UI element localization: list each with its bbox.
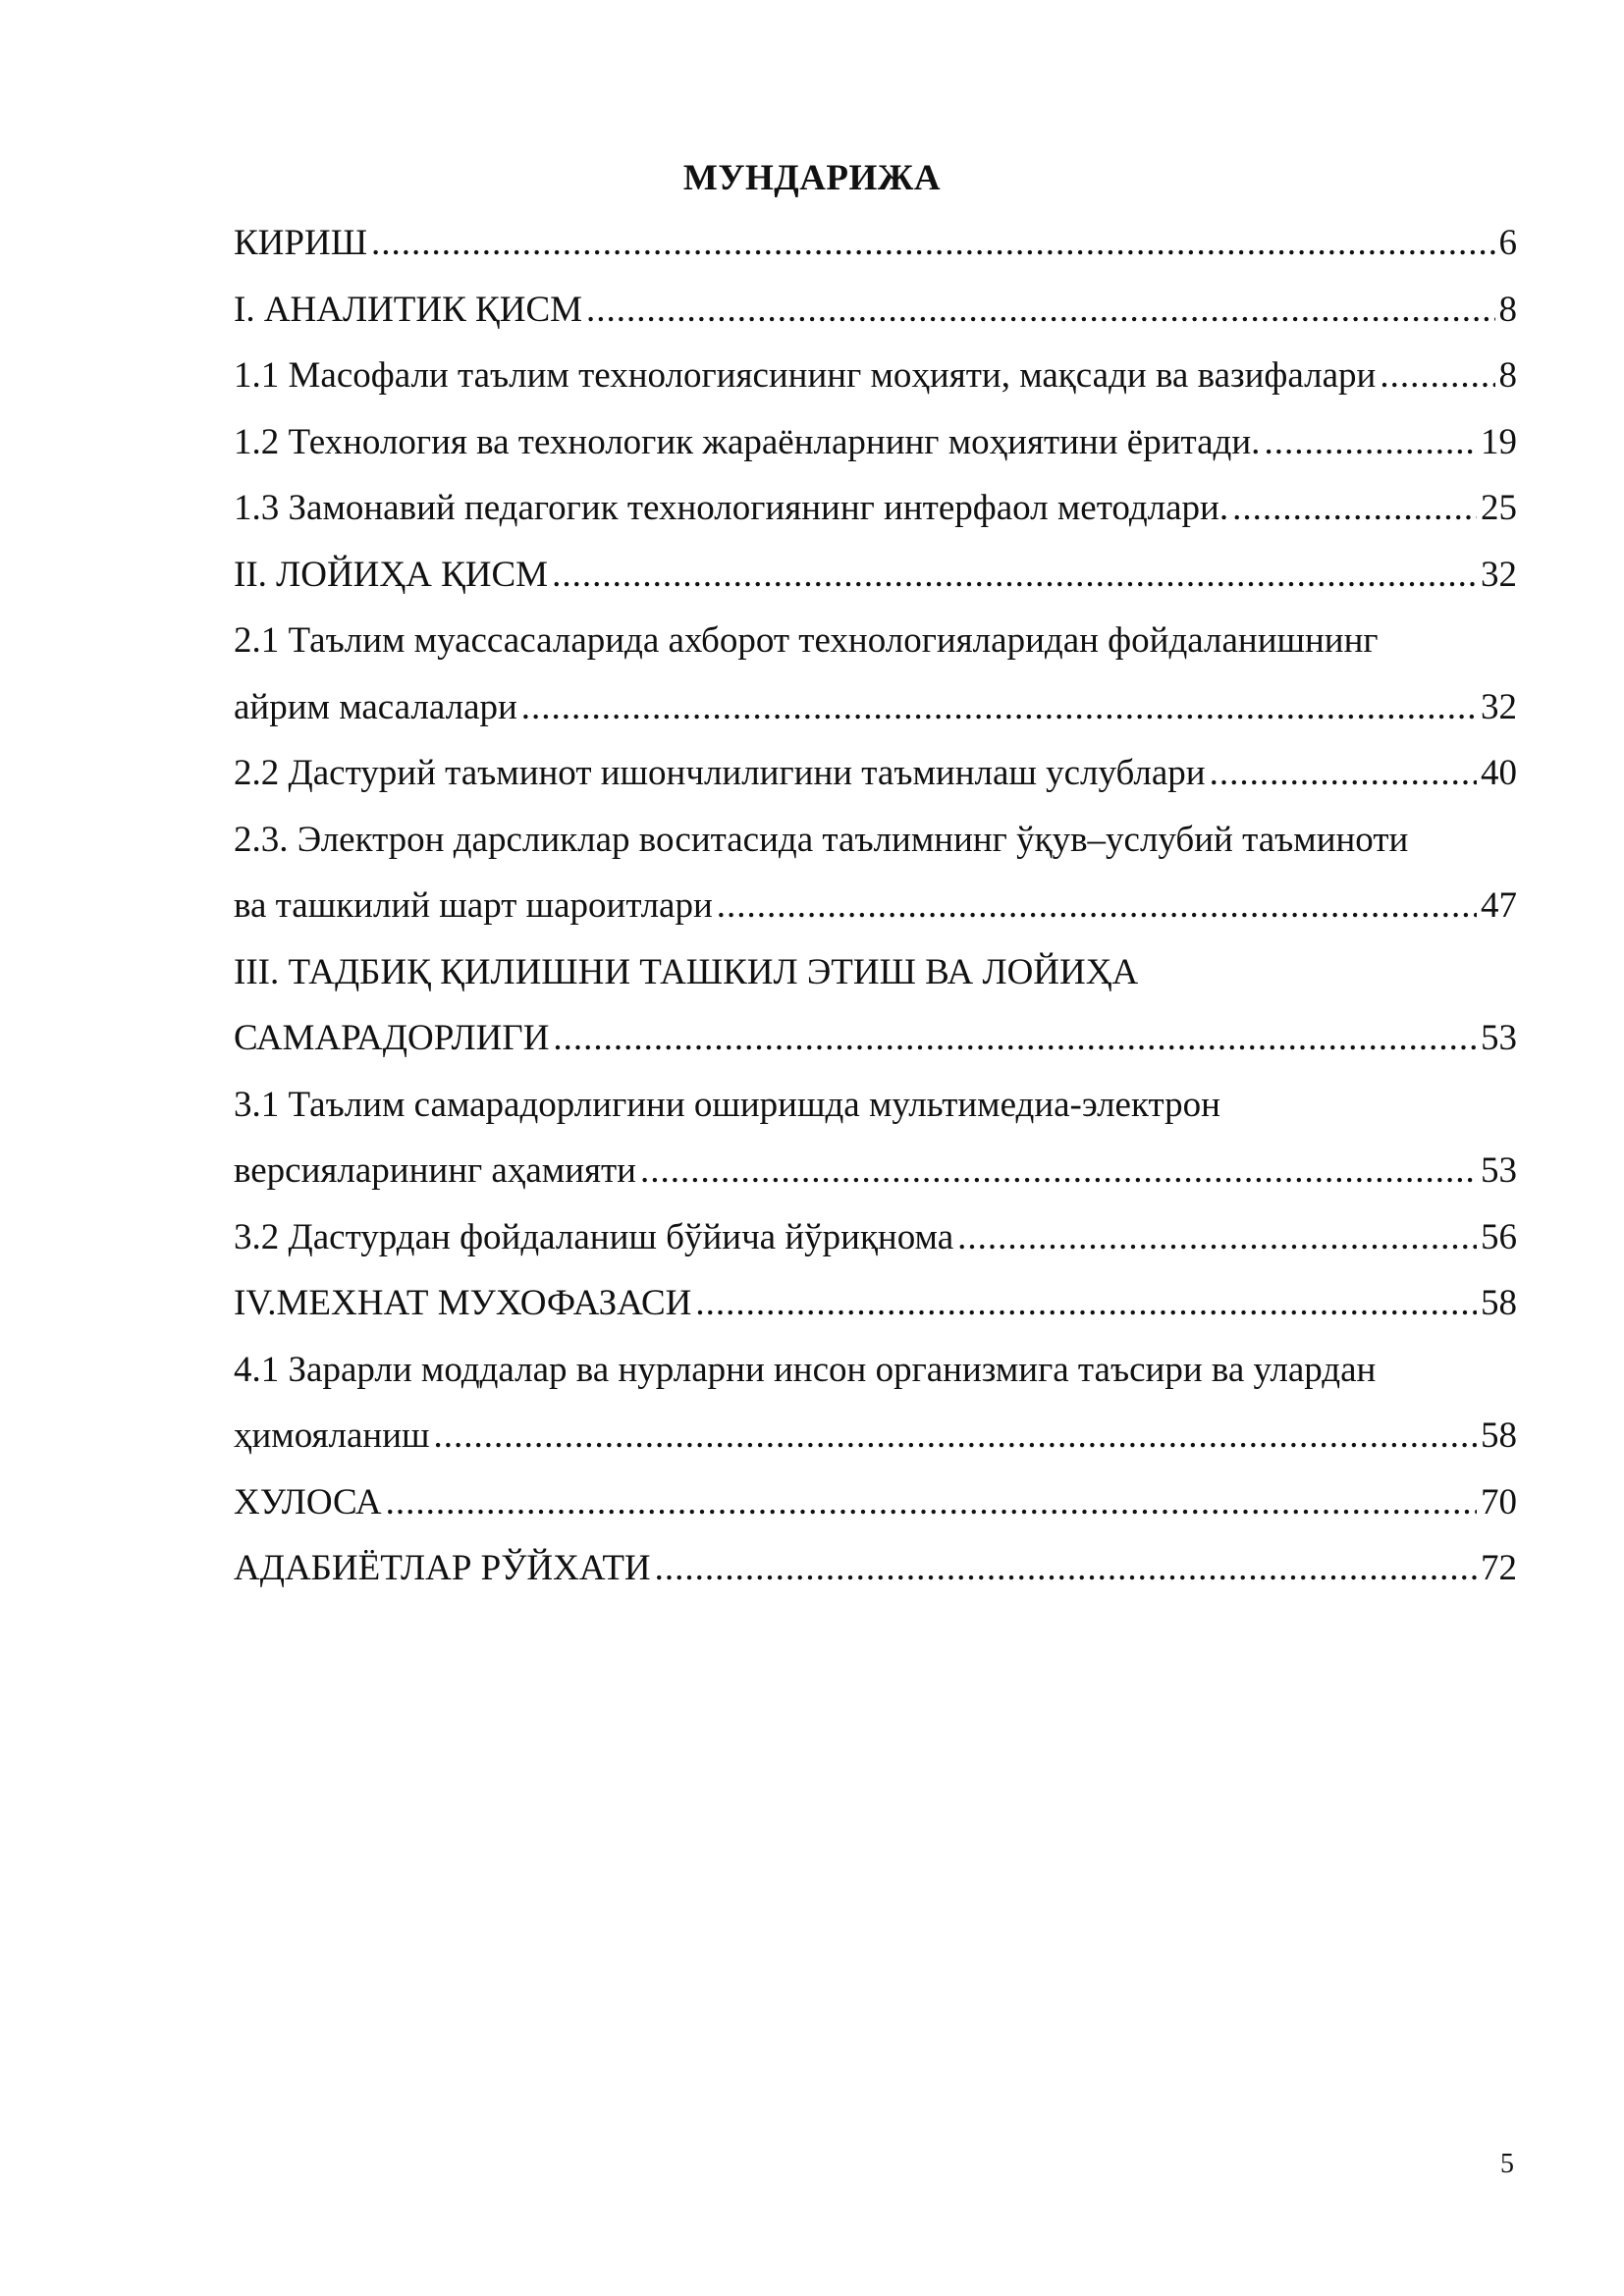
toc-entry[interactable] (234, 807, 1517, 874)
toc-entry-text: версияларининг аҳамияти (234, 1150, 636, 1191)
toc-leader-dots (717, 873, 1477, 939)
toc-leader-dots (695, 1270, 1477, 1337)
toc-leader-dots (1264, 409, 1477, 476)
toc-entry-page: 6 (1498, 223, 1517, 263)
toc-entry-page: 58 (1481, 1283, 1517, 1323)
toc-entry[interactable] (234, 1072, 1517, 1139)
toc-leader-dots (655, 1535, 1477, 1602)
toc-leader-dots (434, 1403, 1477, 1469)
toc-entry[interactable] (234, 542, 1517, 609)
toc-entry-text: САМАРАДОРЛИГИ (234, 1018, 550, 1058)
toc-entry[interactable] (234, 1469, 1517, 1536)
toc-entry-text: 1.1 Масофали таълим технологиясининг моҳияти, мақсади ва вазифалари (234, 355, 1377, 396)
toc-entry[interactable] (234, 608, 1517, 674)
toc-entry-page: 47 (1481, 885, 1517, 926)
toc-leader-dots (371, 210, 1494, 277)
toc-leader-dots (1232, 475, 1477, 542)
toc-entry-page: 70 (1481, 1481, 1517, 1522)
toc-leader-dots (586, 277, 1494, 344)
toc-entry-text: айрим масалалари (234, 686, 517, 727)
toc-entry-page: 8 (1498, 355, 1517, 396)
toc-entry-page: 25 (1481, 488, 1517, 528)
toc-entry-text: 2.1 Таълим муассасаларида ахборот технологияларидан фойдаланишнинг (234, 620, 1379, 661)
toc-entry-text: III. ТАДБИҚ ҚИЛИШНИ ТАШКИЛ ЭТИШ ВА ЛОЙИҲА (234, 951, 1139, 992)
toc-leader-dots (386, 1469, 1477, 1536)
toc-entry[interactable] (234, 1403, 1517, 1469)
toc-entry-page: 72 (1481, 1548, 1517, 1588)
toc-leader-dots (1380, 343, 1494, 409)
toc-entry-text: 2.2 Дастурий таъминот ишончлилигини таъминлаш услублари (234, 753, 1206, 793)
toc-entry-text: ва ташкилий шарт шароитлари (234, 885, 713, 926)
table-of-contents (234, 210, 1517, 1602)
toc-leader-dots (957, 1204, 1477, 1271)
toc-entry[interactable] (234, 1270, 1517, 1337)
toc-entry-text: 1.2 Технология ва технологик жараёнларнинг моҳиятини ёритади. (234, 421, 1261, 462)
toc-leader-dots (640, 1138, 1477, 1204)
toc-leader-dots (553, 1005, 1477, 1072)
toc-entry[interactable] (234, 1337, 1517, 1404)
toc-entry-page: 40 (1481, 753, 1517, 793)
toc-entry-page: 19 (1481, 421, 1517, 462)
toc-entry-page: 56 (1481, 1216, 1517, 1257)
toc-leader-dots (552, 542, 1477, 609)
toc-entry-text: 4.1 Зарарли моддалар ва нурларни инсон организмига таъсири ва улардан (234, 1349, 1377, 1390)
toc-entry-text: 3.1 Таълим самарадорлигини оширишда мультимедиа-электрон (234, 1084, 1220, 1125)
toc-entry[interactable] (234, 1138, 1517, 1204)
toc-entry[interactable] (234, 740, 1517, 807)
toc-entry[interactable] (234, 475, 1517, 542)
toc-entry-page: 53 (1481, 1150, 1517, 1191)
toc-entry-text: IV.МЕХНАТ МУХОФАЗАСИ (234, 1283, 692, 1323)
toc-leader-dots (521, 674, 1477, 741)
toc-entry[interactable] (234, 343, 1517, 409)
toc-entry[interactable] (234, 873, 1517, 939)
toc-entry[interactable] (234, 1535, 1517, 1602)
toc-entry[interactable] (234, 409, 1517, 476)
toc-entry[interactable] (234, 674, 1517, 741)
toc-entry-text: АДАБИЁТЛАР РЎЙХАТИ (234, 1548, 651, 1588)
toc-leader-dots (1210, 740, 1477, 807)
toc-entry-page: 32 (1481, 686, 1517, 727)
toc-entry-page: 53 (1481, 1018, 1517, 1058)
toc-entry-page: 8 (1498, 289, 1517, 330)
toc-entry-text: II. ЛОЙИҲА ҚИСМ (234, 554, 549, 595)
toc-entry-text: I. АНАЛИТИК ҚИСМ (234, 289, 583, 330)
toc-entry-text: КИРИШ (234, 223, 368, 263)
toc-entry-page: 58 (1481, 1415, 1517, 1456)
toc-entry-text: 1.3 Замонавий педагогик технологиянинг интерфаол методлари. (234, 488, 1229, 528)
toc-entry-text: 2.3. Электрон дарсликлар воситасида таълимнинг ўқув–услубий таъминоти (234, 819, 1409, 860)
toc-entry[interactable] (234, 1005, 1517, 1072)
toc-entry[interactable] (234, 277, 1517, 344)
toc-entry[interactable] (234, 939, 1517, 1006)
toc-title: МУНДАРИЖА (682, 158, 942, 198)
toc-entry[interactable] (234, 210, 1517, 277)
page-number: 5 (1500, 2149, 1514, 2179)
toc-entry[interactable] (234, 1204, 1517, 1271)
toc-entry-text: ҳимояланиш (234, 1415, 430, 1456)
toc-entry-page: 32 (1481, 554, 1517, 595)
toc-entry-text: ХУЛОСА (234, 1481, 382, 1522)
toc-entry-text: 3.2 Дастурдан фойдаланиш бўйича йўриқнома (234, 1216, 954, 1257)
